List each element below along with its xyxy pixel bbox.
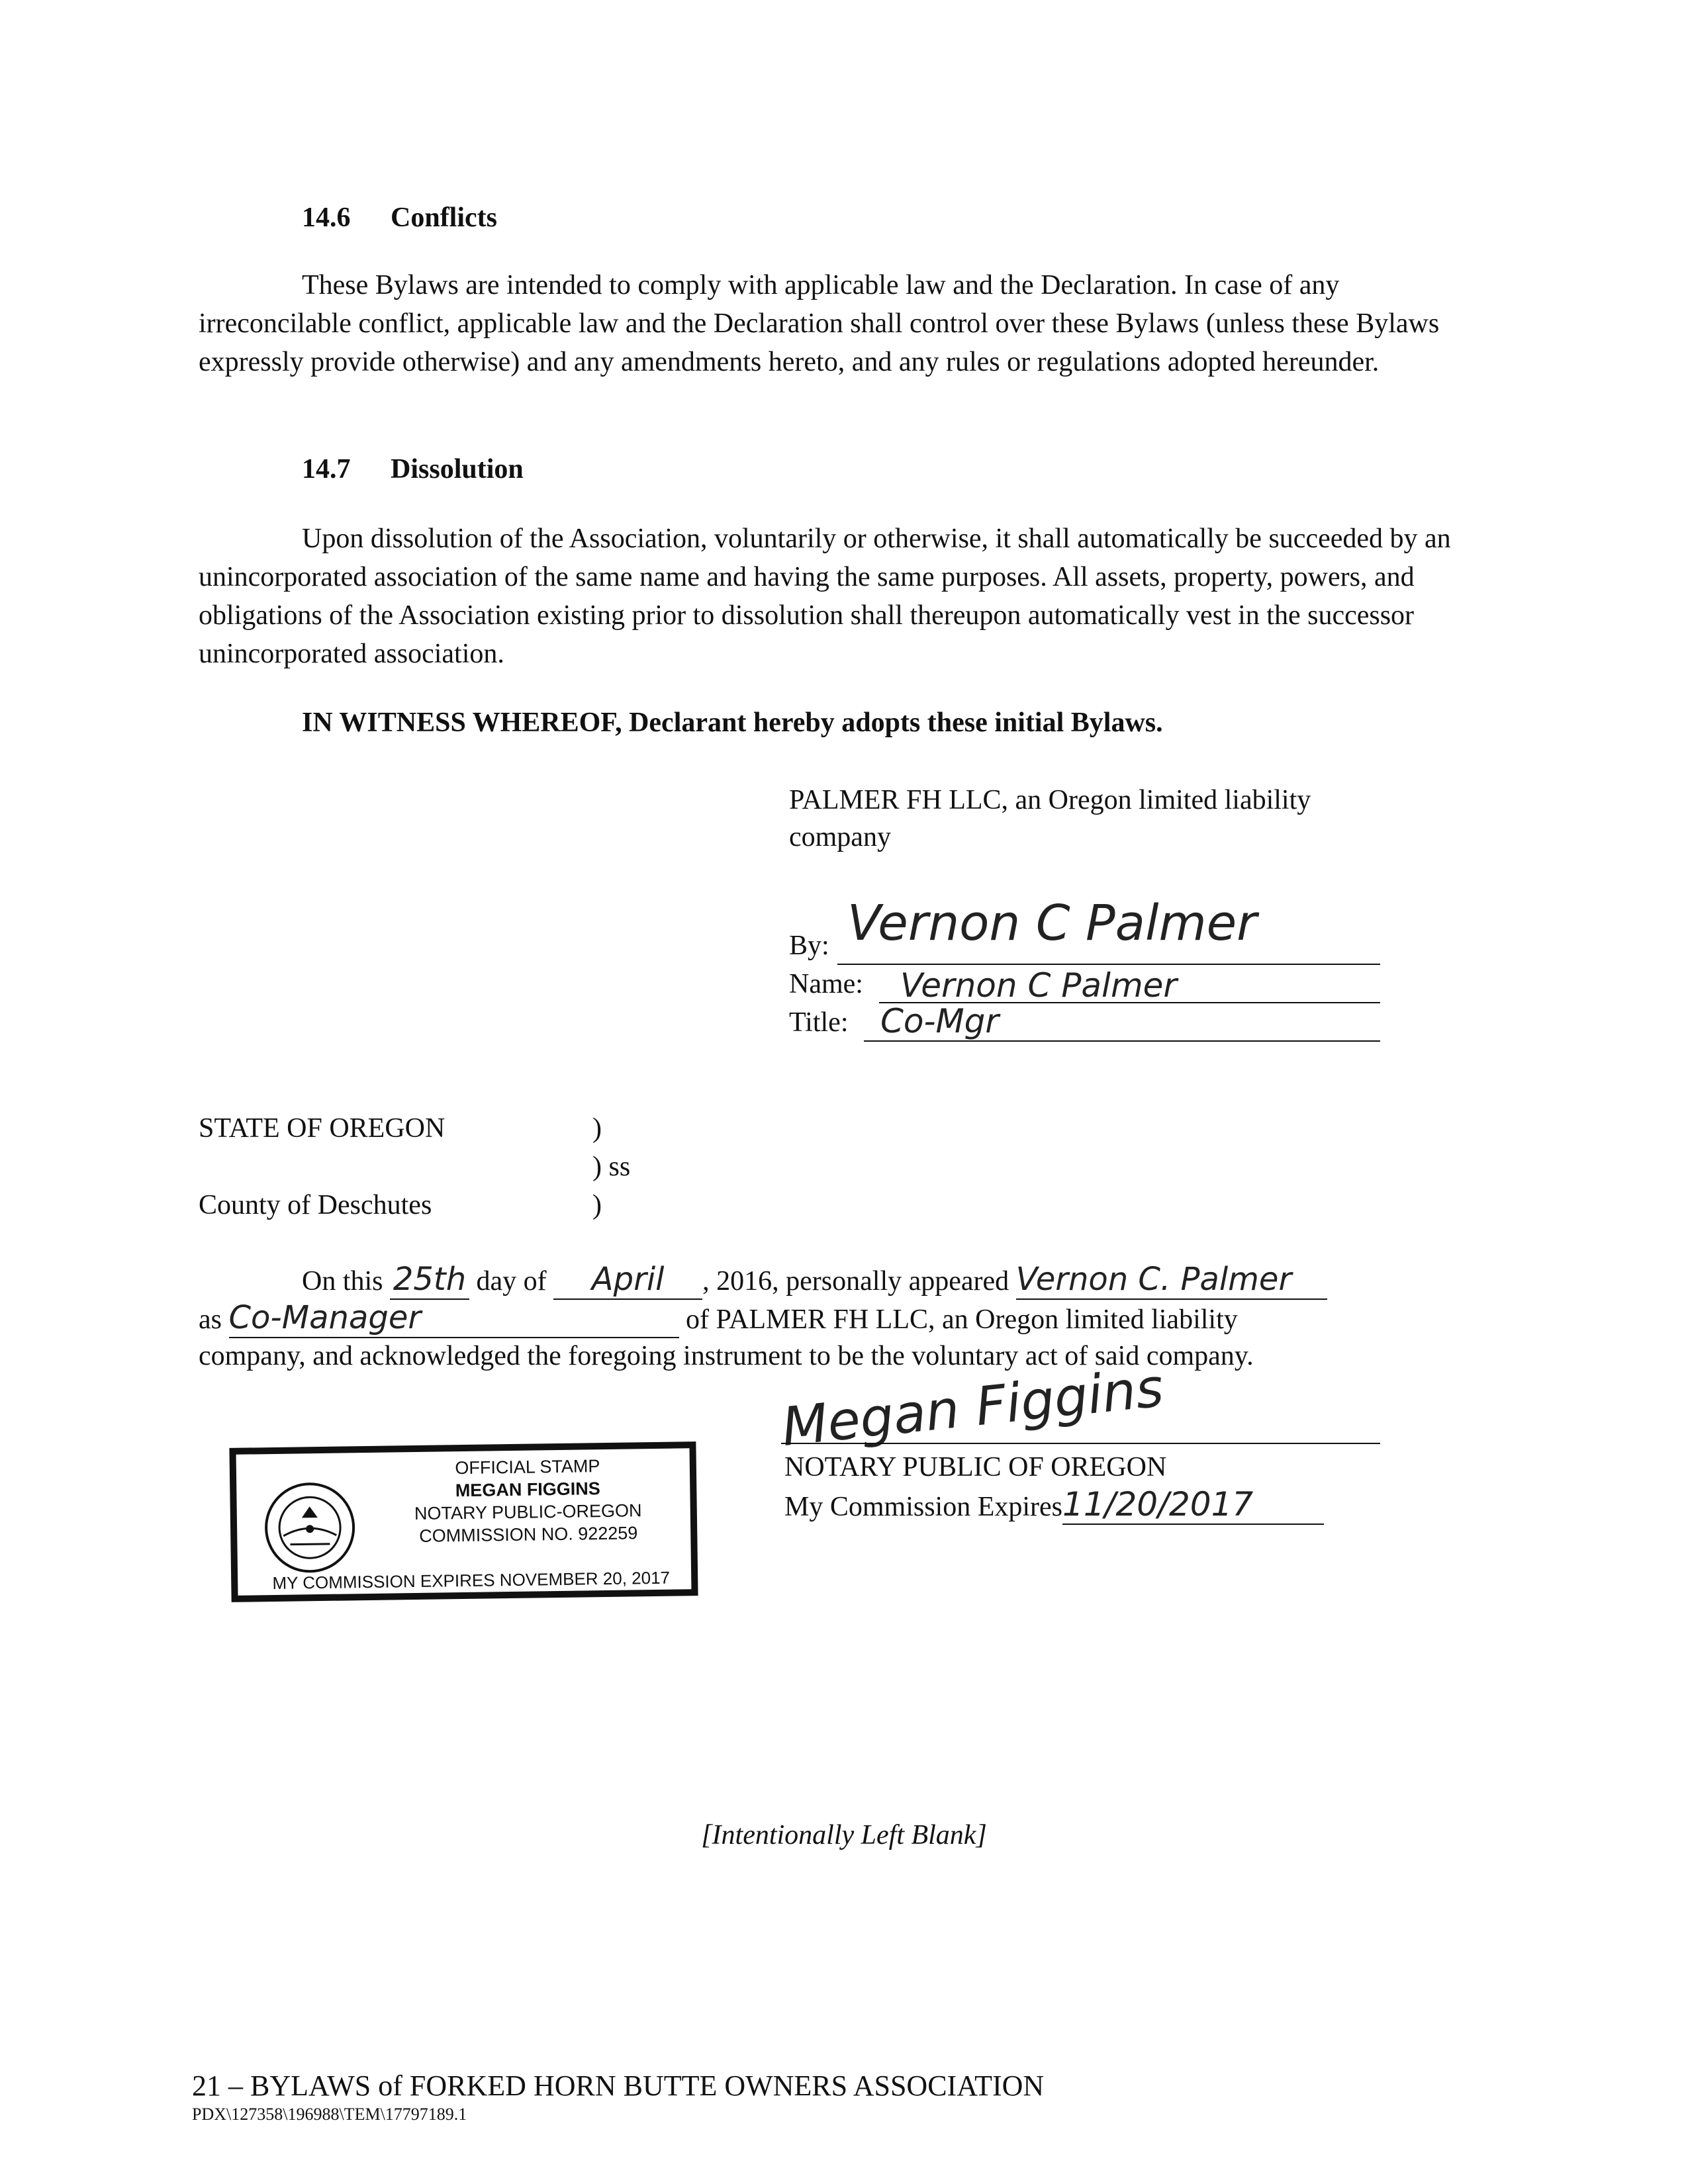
venue-state: STATE OF OREGON xyxy=(199,1113,445,1144)
on-this-text: On this xyxy=(302,1266,383,1297)
official-stamp xyxy=(229,1441,698,1602)
company-name-line2: company xyxy=(789,822,891,852)
notary-signature-line xyxy=(781,1443,1380,1444)
venue-paren: ) xyxy=(592,1113,602,1144)
acknowledgment-line1 xyxy=(302,1260,1327,1300)
stamp-line-notary: NOTARY PUBLIC-OREGON xyxy=(414,1500,642,1524)
section-14-7-paragraph: Upon dissolution of the Association, voluntarily or otherwise, it shall automatically be succeeded by an unincorporated association of the same name and having the same purposes. All assets, property, powers, and obligations of the Association existing prior to dissolution shall thereupon automatically vest in the successor unincorporated association. xyxy=(199,523,1451,669)
witness-statement: IN WITNESS WHEREOF, Declarant hereby adopts these initial Bylaws. xyxy=(302,707,1163,738)
stamp-line-official: OFFICIAL STAMP xyxy=(455,1456,600,1479)
by-label: By: xyxy=(789,931,829,961)
title-line xyxy=(864,1040,1380,1042)
state-seal-icon xyxy=(263,1480,357,1574)
section-number: 14.6 xyxy=(302,203,351,233)
acknowledgment-line2 xyxy=(199,1298,1238,1339)
company-name-line: PALMER FH LLC, an Oregon limited liability xyxy=(789,785,1311,815)
section-14-6-heading xyxy=(302,202,497,234)
signatory-signature: Vernon C Palmer xyxy=(847,895,1257,952)
day-value: 25th xyxy=(390,1260,469,1300)
section-number: 14.7 xyxy=(302,454,351,484)
day-of-text: day of xyxy=(476,1266,547,1297)
notary-signature: Megan Figgins xyxy=(778,1357,1166,1458)
venue-paren: ) xyxy=(592,1190,602,1220)
stamp-line-commission: COMMISSION NO. 922259 xyxy=(419,1523,638,1546)
commission-expires-label: My Commission Expires xyxy=(784,1492,1063,1522)
name-value: Vernon C Palmer xyxy=(900,966,1177,1005)
acknowledgment-line3: company, and acknowledged the foregoing instrument to be the voluntary act of said company. xyxy=(199,1341,1254,1371)
commission-expires-value: 11/20/2017 xyxy=(1062,1485,1324,1525)
footer-docid: PDX\127358\196988\TEM\17797189.1 xyxy=(192,2105,467,2124)
section-14-6-paragraph: These Bylaws are intended to comply with applicable law and the Declaration. In case of any irreconcilable conflict, applicable law and the Declaration shall control over these Bylaws (unless these Bylaws expressly provide otherwise) and any amendments hereto, and any rules or regulations adopted hereunder. xyxy=(199,270,1440,377)
footer-title: 21 – BYLAWS of FORKED HORN BUTTE OWNERS ASSOCIATION xyxy=(192,2070,1045,2102)
commission-expires-line xyxy=(784,1485,1324,1526)
venue-ss: ) ss xyxy=(592,1152,631,1182)
section-title: Conflicts xyxy=(391,203,497,233)
as-text: as xyxy=(199,1304,222,1335)
year-text: , 2016, personally appeared xyxy=(702,1266,1009,1297)
by-signature-line xyxy=(837,964,1380,965)
section-title: Dissolution xyxy=(391,454,524,484)
stamp-line-expires: MY COMMISSION EXPIRES NOVEMBER 20, 2017 xyxy=(272,1567,671,1594)
title-value: Co-Mgr xyxy=(880,1002,999,1040)
intentionally-left-blank: [Intentionally Left Blank] xyxy=(701,1820,987,1850)
name-label: Name: xyxy=(789,969,863,999)
stamp-line-name: MEGAN FIGGINS xyxy=(455,1479,601,1501)
section-14-7-heading xyxy=(302,453,524,485)
role-value: Co-Manager xyxy=(229,1298,679,1338)
title-label: Title: xyxy=(789,1007,849,1038)
month-value: April xyxy=(553,1260,702,1300)
of-company-text: of PALMER FH LLC, an Oregon limited liability xyxy=(686,1304,1238,1335)
venue-county: County of Deschutes xyxy=(199,1190,432,1220)
notary-title: NOTARY PUBLIC OF OREGON xyxy=(784,1452,1167,1482)
appeared-name-value: Vernon C. Palmer xyxy=(1016,1260,1327,1300)
